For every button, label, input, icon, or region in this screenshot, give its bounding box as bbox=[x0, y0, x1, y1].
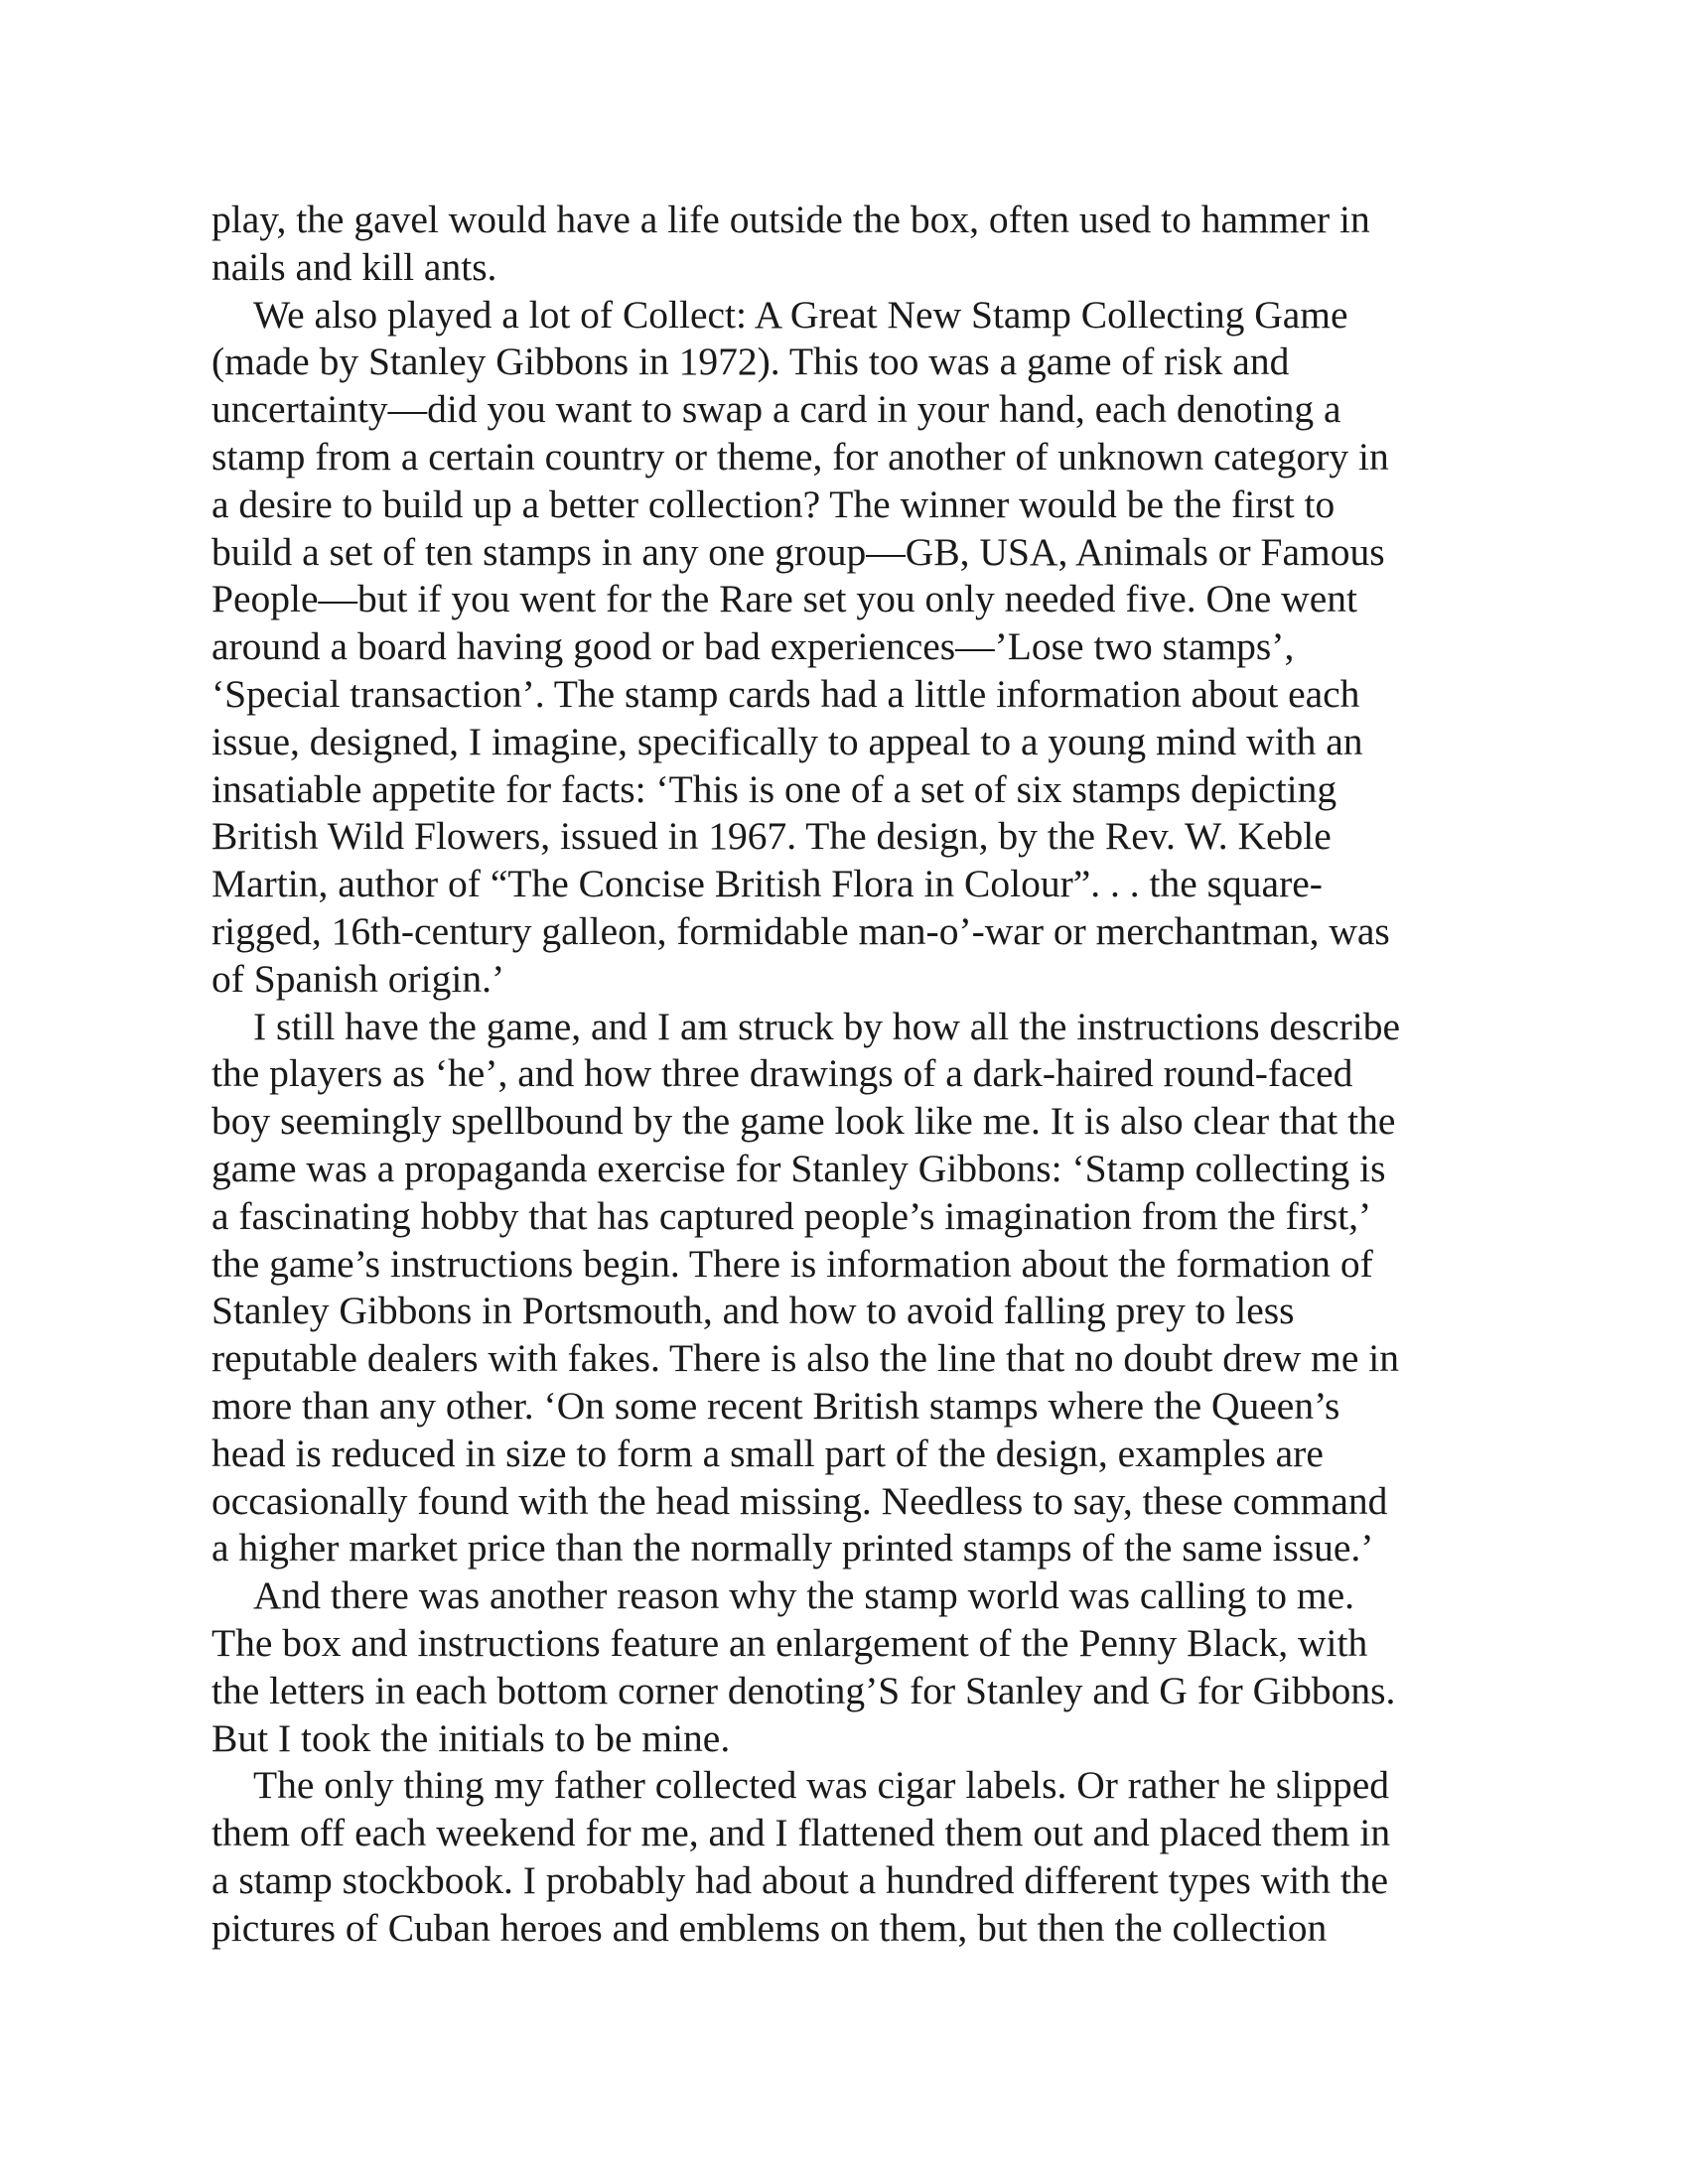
text-line: People—but if you went for the Rare set you only needed five. One went bbox=[211, 577, 1357, 621]
book-page-body bbox=[211, 197, 1502, 1952]
text-line: more than any other. ‘On some recent British stamps where the Queen’s bbox=[211, 1383, 1340, 1428]
paragraph-first-line: We also played a lot of Collect: A Great New Stamp Collecting Game bbox=[253, 292, 1348, 337]
text-line: rigged, 16th-century galleon, formidable man-o’-war or merchantman, was bbox=[211, 908, 1390, 953]
text-line: build a set of ten stamps in any one group—GB, USA, Animals or Famous bbox=[211, 529, 1385, 574]
text-line: occasionally found with the head missing. Needless to say, these command bbox=[211, 1478, 1388, 1523]
text-line: stamp from a certain country or theme, for another of unknown category in bbox=[211, 434, 1389, 478]
paragraph-first-line: I still have the game, and I am struck by how all the instructions describe bbox=[253, 1004, 1401, 1048]
text-line: The box and instructions feature an enlargement of the Penny Black, with bbox=[211, 1620, 1368, 1665]
text-line: reputable dealers with fakes. There is also the line that no doubt drew me in bbox=[211, 1336, 1399, 1381]
paragraph-first-line: And there was another reason why the stamp world was calling to me. bbox=[253, 1573, 1354, 1618]
text-line: issue, designed, I imagine, specifically to appeal to a young mind with an bbox=[211, 719, 1363, 763]
text-line: (made by Stanley Gibbons in 1972). This too was a game of risk and bbox=[211, 340, 1290, 384]
text-line: a stamp stockbook. I probably had about a hundred different types with the bbox=[211, 1857, 1389, 1902]
text-line: play, the gavel would have a life outside the box, often used to hammer in bbox=[211, 198, 1370, 241]
text-line: pictures of Cuban heroes and emblems on them, but then the collection bbox=[211, 1905, 1328, 1950]
text-line: around a board having good or bad experiences—’Lose two stamps’, bbox=[211, 624, 1295, 669]
text-line: But I took the initials to be mine. bbox=[211, 1715, 731, 1760]
text-line: a higher market price than the normally printed stamps of the same issue.’ bbox=[211, 1526, 1374, 1570]
text-line: a desire to build up a better collection? The winner would be the first to bbox=[211, 481, 1336, 526]
text-line: head is reduced in size to form a small part of the design, examples are bbox=[211, 1431, 1324, 1475]
text-line: game was a propaganda exercise for Stanley Gibbons: ‘Stamp collecting is bbox=[211, 1146, 1386, 1190]
text-line: Stanley Gibbons in Portsmouth, and how to avoid falling prey to less bbox=[211, 1289, 1295, 1333]
text-line: the letters in each bottom corner denoting’S for Stanley and G for Gibbons. bbox=[211, 1668, 1396, 1712]
text-line: insatiable appetite for facts: ‘This is one of a set of six stamps depicting bbox=[211, 766, 1337, 811]
text-line: boy seemingly spellbound by the game look like me. It is also clear that the bbox=[211, 1099, 1396, 1144]
paragraph-first-line: The only thing my father collected was cigar labels. Or rather he slipped bbox=[253, 1763, 1389, 1808]
text-line: Martin, author of “The Concise British Flora in Colour”. . . the square- bbox=[211, 862, 1323, 906]
text-line: the players as ‘he’, and how three drawings of a dark-haired round-faced bbox=[211, 1051, 1353, 1096]
text-line: them off each weekend for me, and I flattened them out and placed them in bbox=[211, 1811, 1391, 1855]
text-line: of Spanish origin.’ bbox=[211, 956, 505, 1001]
text-line: the game’s instructions begin. There is information about the formation of bbox=[211, 1241, 1373, 1286]
text-line: nails and kill ants. bbox=[211, 244, 497, 289]
text-line: ‘Special transaction’. The stamp cards had a little information about each bbox=[211, 671, 1360, 716]
text-line: British Wild Flowers, issued in 1967. The design, by the Rev. W. Keble bbox=[211, 814, 1332, 859]
text-line: a fascinating hobby that has captured people’s imagination from the first,’ bbox=[211, 1193, 1372, 1238]
text-line: uncertainty—did you want to swap a card in your hand, each denoting a bbox=[211, 387, 1341, 432]
